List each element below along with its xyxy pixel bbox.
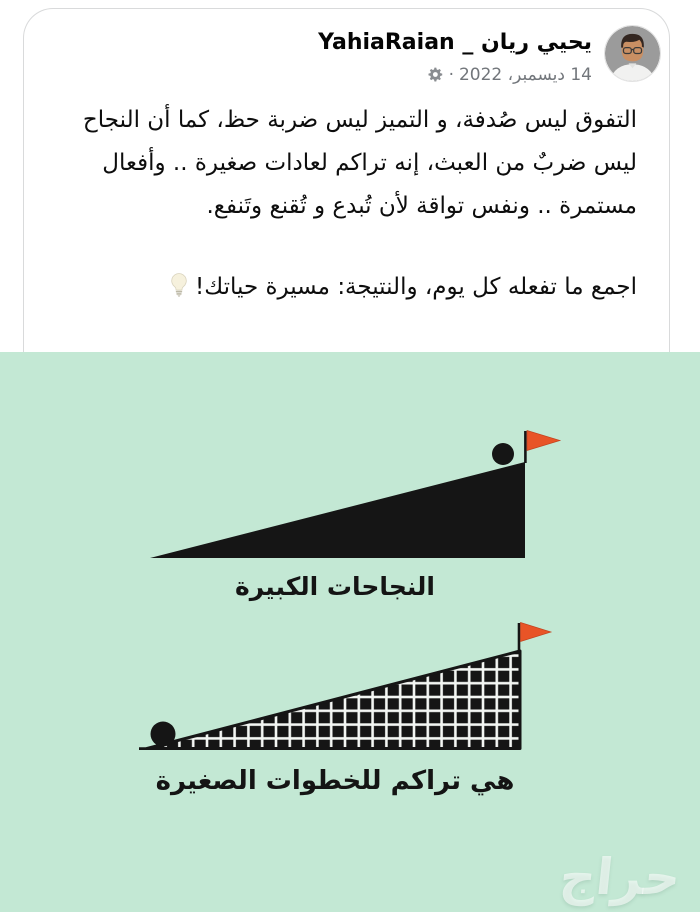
label-small-steps: هي تراكم للخطوات الصغيرة [155, 766, 515, 796]
big-success-slope [150, 462, 525, 558]
author-name[interactable]: يحيي ريان _ YahiaRaian [318, 30, 592, 55]
post-body [24, 85, 669, 309]
meta-separator: · [448, 64, 454, 85]
post-paragraph-2 [58, 266, 637, 309]
post-paragraph-2-text: اجمع ما تفعله كل يوم، والنتيجة: مسيرة حياتك! [195, 273, 637, 300]
post-card [23, 8, 670, 352]
ball-icon [151, 722, 176, 747]
slopes-artwork [0, 352, 700, 912]
flag-icon [527, 431, 560, 451]
post-meta [427, 65, 592, 85]
label-big-successes: النجاحات الكبيرة [234, 572, 435, 601]
gear-icon [427, 66, 444, 83]
post-image[interactable] [0, 352, 700, 912]
flag-icon [521, 623, 552, 642]
small-steps-slope [147, 651, 520, 749]
avatar[interactable] [604, 25, 661, 82]
post-date: 14 ديسمبر، 2022 [458, 64, 592, 85]
haraj-watermark: حراج [556, 848, 684, 906]
avatar-photo [605, 26, 660, 81]
author-block [318, 25, 592, 85]
post-paragraph-1: التفوق ليس صُدفة، و التميز ليس ضربة حظ، كما أن النجاح ليس ضربٌ من العبث، إنه تراكم لعادات صغيرة .. وأفعال مستمرة .. ونفس تواقة لأن تُبدع و تُقنع وتَنفع. [82, 106, 637, 219]
post-header [24, 9, 669, 85]
ball-icon [492, 443, 514, 465]
lightbulb-icon [167, 270, 191, 294]
